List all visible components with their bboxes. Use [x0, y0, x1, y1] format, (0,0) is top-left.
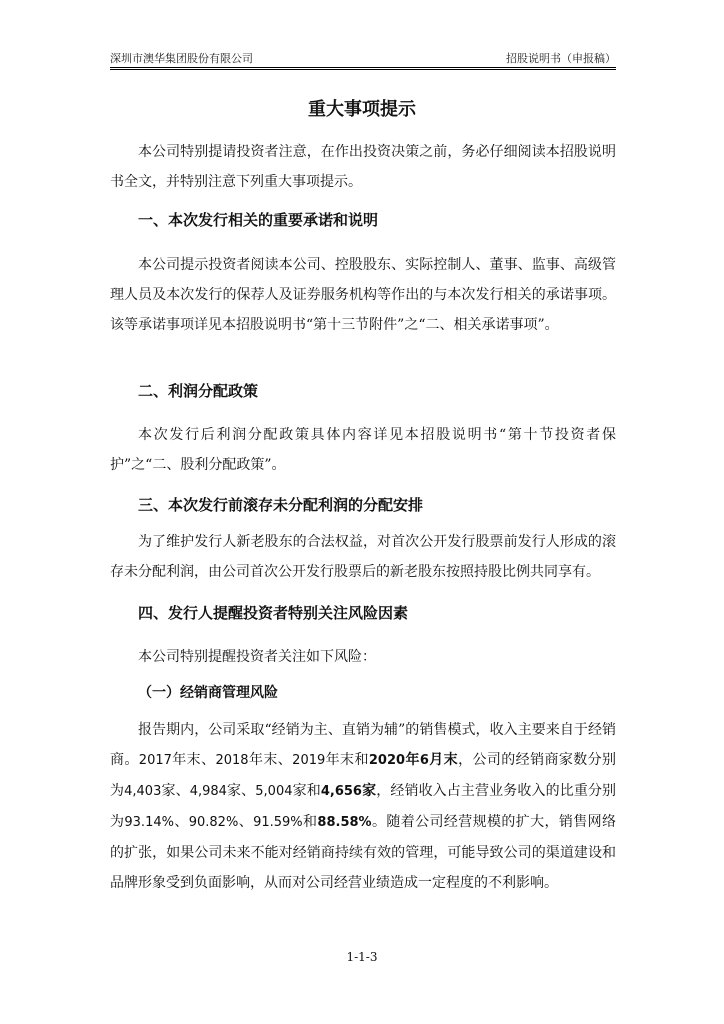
subsection-run: 93.14% — [124, 815, 174, 830]
section-heading-1: 一、本次发行相关的重要承诺和说明 — [138, 211, 379, 229]
subsection-run: 4,403 — [124, 784, 162, 799]
subsection-body — [110, 715, 616, 898]
section-body-4: 本公司特别提醒投资者关注如下风险： — [138, 649, 376, 665]
subsection-run: 2020 — [368, 753, 406, 768]
section-heading-4: 四、发行人提醒投资者特别关注风险因素 — [138, 604, 409, 622]
subsection-run: 4,656 — [320, 784, 362, 799]
subsection-run: 家和 — [292, 783, 321, 799]
subsection-run: 91.59% — [253, 815, 303, 830]
subsection-run: 6 — [419, 753, 429, 768]
section-body-3: 为了维护发行人新老股东的合法权益，对首次公开发行股票前发行人形成的滚存未分配利润，由公司首次公开发行股票后的新老股东按照持股比例共同享有。 — [110, 534, 616, 580]
subsection-run: 2017 — [138, 753, 172, 768]
subsection-run: 家、 — [161, 783, 190, 799]
subsection-run: 报告期内，公司采取“经销为主、直销为辅”的销售模式，收入主要来自于经销商。 — [110, 722, 616, 768]
subsection-run: 、 — [173, 814, 189, 830]
section-heading-2: 二、利润分配政策 — [138, 382, 259, 400]
subsection-run: 4,984 — [189, 784, 227, 799]
subsection-run: ，经销收入占主营业务收入的比重分别为 — [110, 783, 617, 830]
page-header — [110, 50, 616, 66]
section-body-2: 本次发行后利润分配政策具体内容详见本招股说明书“第十节投资者保护”之“二、股利分配政策”。 — [110, 427, 616, 473]
subsection-run: 年末、 — [248, 752, 293, 768]
page-number: 1-1-3 — [346, 950, 378, 964]
section-heading-3: 三、本次发行前滚存未分配利润的分配安排 — [138, 496, 424, 514]
subsection-run: 2019 — [292, 753, 326, 768]
subsection-run: 88.58% — [317, 815, 372, 830]
subsection-run: 年末和 — [325, 752, 369, 768]
header-doc-type: 招股说明书（申报稿） — [506, 52, 616, 65]
subsection-run: 和 — [302, 814, 318, 830]
intro-paragraph: 本公司特别提请投资者注意，在作出投资决策之前，务必仔细阅读本招股说明书全文，并特别注意下列重大事项提示。 — [110, 144, 616, 190]
subsection-run: 2018 — [215, 753, 249, 768]
header-rule-top — [110, 67, 616, 68]
subsection-run: 年 — [405, 752, 420, 768]
subsection-run: 年末、 — [171, 752, 216, 768]
subsection-heading: （一）经销商管理风险 — [138, 685, 278, 701]
subsection-run: 。随着公司经营规模的扩大，销售网络的扩张，如果公司未来不能对经销商持续有效的管理，可能导致公司的渠道建设和品牌形象受到负面影响，从而对公司经营业绩造成一定程度的不利影响。 — [110, 814, 617, 891]
subsection-run: 家、 — [226, 783, 256, 799]
subsection-run: 90.82% — [188, 815, 239, 830]
subsection-run: 5,004 — [255, 784, 293, 799]
subsection-run: 、 — [238, 814, 254, 830]
subsection-run: 家 — [361, 783, 377, 799]
section-body-1: 本公司提示投资者阅读本公司、控股股东、实际控制人、董事、监事、高级管理人员及本次发行的保荐人及证券服务机构等作出的与本次发行相关的承诺事项。该等承诺事项详见本招股说明书“第十三节附件”之“二、相关承诺事项”。 — [110, 257, 616, 333]
subsection-run: ，公司的经销商家数分别为 — [110, 752, 617, 799]
header-rule-bottom — [110, 69, 616, 70]
subsection-run: 月末 — [428, 752, 459, 768]
header-company: 深圳市澳华集团股份有限公司 — [110, 52, 253, 65]
page-title: 重大事项提示 — [308, 99, 416, 120]
